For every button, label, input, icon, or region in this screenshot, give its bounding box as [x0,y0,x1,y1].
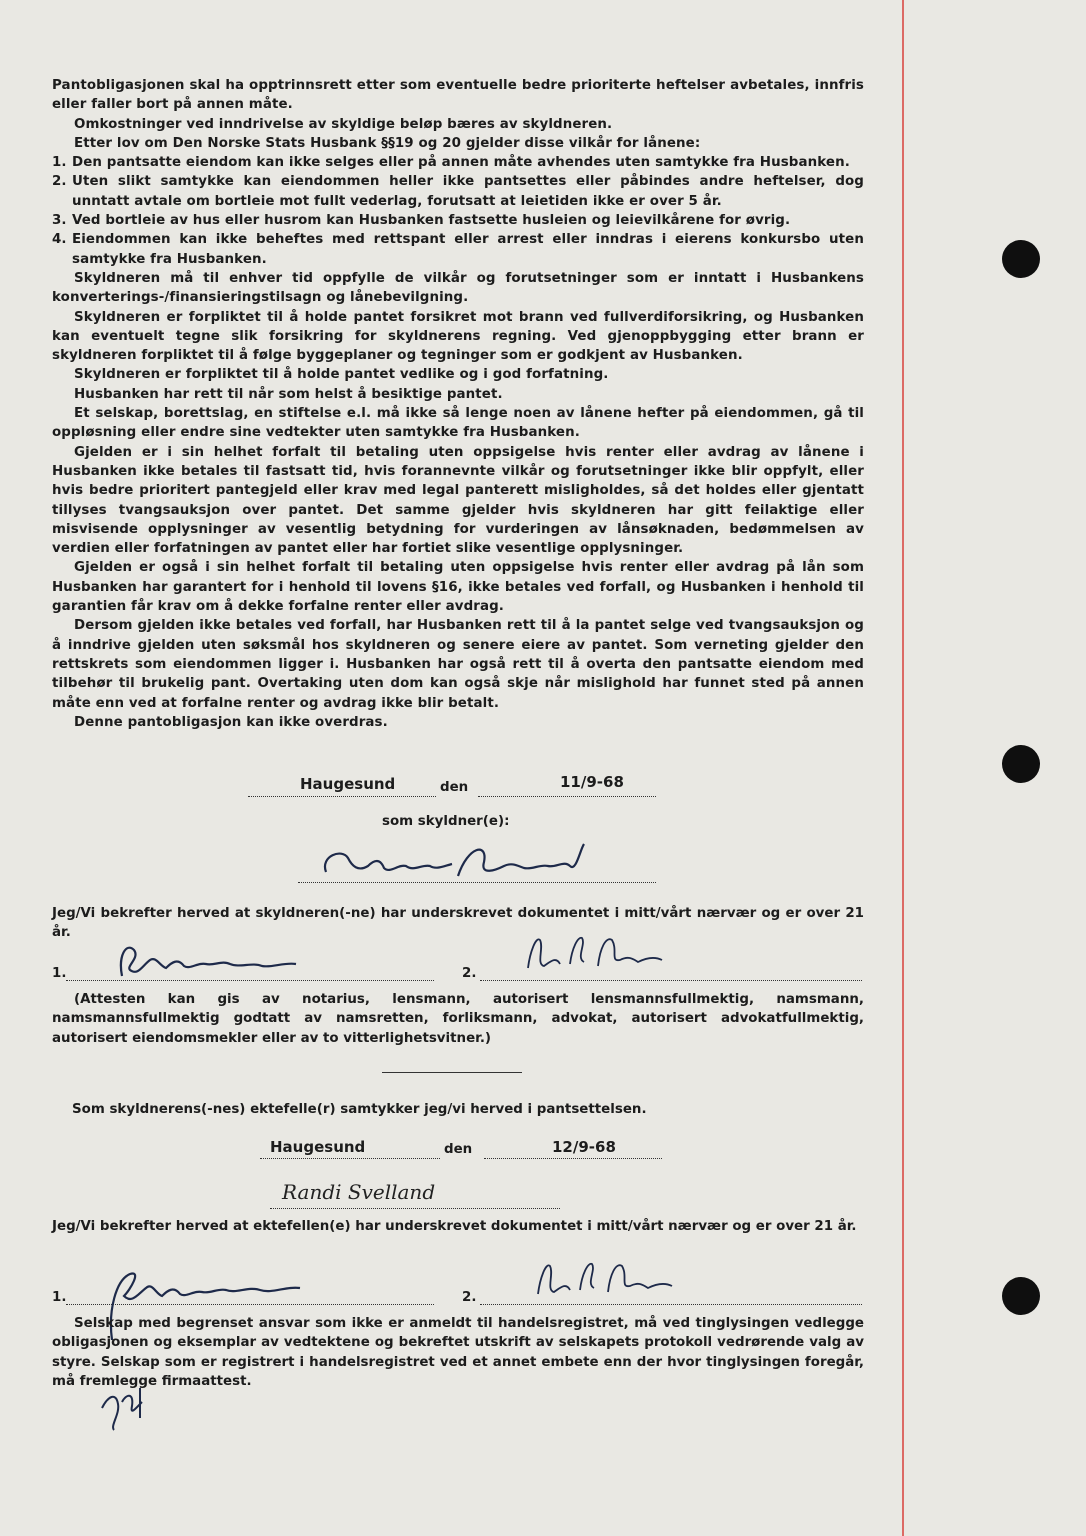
witness-number: 2. [462,966,477,981]
place-line [260,1158,440,1159]
paragraph: Etter lov om Den Norske Stats Husbank §§19 og 20 gjelder disse vilkår for lånene: [74,135,701,151]
place-field: Haugesund [270,1138,366,1156]
paragraph: Omkostninger ved inndrivelse av skyldige beløp bæres av skyldneren. [74,116,613,132]
condition-item [52,230,864,269]
witness-number: 1. [52,966,67,981]
spouse-consent-text: Som skyldnerens(-nes) ektefelle(r) samtykker jeg/vi herved i pantsettelsen. [72,1102,647,1117]
confirm-text: Jeg/Vi bekrefter herved at ektefellen(e) har underskrevet dokumentet i mitt/vårt nærvær og er over 21 år. [52,1219,857,1234]
den-label: den [440,780,469,795]
condition-text: Eiendommen kan ikke beheftes med rettspant eller arrest eller inndras i eierens konkursbo uten samtykke fra Husbanken. [72,232,864,267]
condition-number: 2. [52,174,67,190]
punch-hole-icon [1002,240,1040,278]
paragraph: Skyldneren må til enhver tid oppfylle de vilkår og forutsetninger som er inntatt i Husbankens konverterings-/finansieringstilsagn og lånebevilgning. [52,270,864,306]
paragraph: Skyldneren er forpliktet til å holde pantet vedlike og i god forfatning. [74,367,609,383]
paragraph: Gjelden er også i sin helhet forfalt til betaling uten oppsigelse hvis renter eller avdrag på lån som Husbanken har garantert for i henhold til lovens §16, ikke betales ved forfall, og Husbanken i henhold til garantien får krav om å dekke forfalne renter eller avdrag. [52,560,864,615]
terms-text [52,76,864,732]
divider [382,1072,522,1073]
date-field: 11/9-68 [560,773,624,791]
debtor-signature [318,836,598,888]
punch-hole-icon [1002,745,1040,783]
witness-line [480,980,862,981]
spouse-signature: Randi Svelland [282,1180,436,1204]
initials-mark [96,1378,156,1434]
witness-signature [530,1254,690,1306]
witness-signature [520,928,680,980]
spouse-signature-line [270,1208,560,1209]
condition-number: 3. [52,213,67,229]
paragraph: Denne pantobligasjon kan ikke overdras. [74,714,388,730]
margin-line [902,0,904,1536]
condition-item [52,153,864,172]
place-field: Haugesund [300,775,396,793]
condition-number: 1. [52,155,67,171]
place-line [248,796,436,797]
paragraph: Pantobligasjonen skal ha opptrinnsrett etter som eventuelle bedre prioriterte heftelser avbetales, innfris eller faller bort på annen måte. [52,78,864,113]
date-field: 12/9-68 [552,1138,616,1156]
witness-number: 1. [52,1290,67,1305]
date-line [478,796,656,797]
paragraph: Husbanken har rett til når som helst å besiktige pantet. [74,386,503,402]
attest-note: (Attesten kan gis av notarius, lensmann, autorisert lensmannsfullmektig, namsmann, namsmannsfullmektig godtatt av namsretten, forliksmann, advokat, autorisert advokatfullmektig, autorisert eiendomsmekler eller av to vitterlighetsvitner.) [52,992,864,1046]
confirm-text: Jeg/Vi bekrefter herved at skyldneren(-ne) har underskrevet dokumentet i mitt/vårt nærvær og er over 21 år. [52,906,864,941]
punch-hole-icon [1002,1277,1040,1315]
paragraph: Dersom gjelden ikke betales ved forfall, har Husbanken rett til å la pantet selge ved tvangsauksjon og å inndrive gjelden uten søksmål hos skyldneren og senere eiere av pantet. Som verneting gjelder den rettskrets som eiendommen ligger i. Husbanken har også rett til å overta den pantsatte eiendom med tilbehør til brukelig pant. Overtaking uten dom kan også skje når mislighold har funnet sted på annen måte enn ved at forfalne renter og avdrag ikke blir betalt. [52,618,864,711]
condition-text: Ved bortleie av hus eller husrom kan Husbanken fastsette husleien og leievilkårene for øvrig. [72,213,791,229]
paragraph: Et selskap, borettslag, en stiftelse e.l. må ikke så lenge noen av lånene hefter på eiendommen, gå til oppløsning eller endre sine vedtekter uten samtykke fra Husbanken. [52,406,864,441]
condition-text: Den pantsatte eiendom kan ikke selges eller på annen måte avhendes uten samtykke fra Husbanken. [72,155,850,171]
condition-item [52,211,864,230]
witness-number: 2. [462,1290,477,1305]
witness-signature [112,936,312,984]
debtor-label: som skyldner(e): [382,814,510,829]
condition-item [52,172,864,211]
den-label: den [444,1142,473,1157]
date-line [484,1158,662,1159]
condition-text: Uten slikt samtykke kan eiendommen heller ikke pantsettes eller påbindes andre heftelser, dog unntatt avtale om bortleie mot fullt vederlag, forutsatt at leietiden ikke er over 5 år. [72,174,864,209]
condition-number: 4. [52,232,67,248]
debtor-signature-line [298,882,656,883]
paragraph: Skyldneren er forpliktet til å holde pantet forsikret mot brann ved fullverdiforsikring, og Husbanken kan eventuelt tegne slik forsikring for skyldnerens regning. Ved gjenoppbygging etter brann er skyldneren forpliktet til å følge byggeplaner og tegninger som er godkjent av Husbanken. [52,309,864,364]
paragraph: Gjelden er i sin helhet forfalt til betaling uten oppsigelse hvis renter eller avdrag av lånene i Husbanken ikke betales til fastsatt tid, hvis forannevnte vilkår og forutsetninger ikke blir oppfylt, eller hvis bedre prioritert pantegjeld eller krav med legal panterett misligholdes, så det holdes eller gjentatt tillyses tvangsauksjon over pantet. Det samme gjelder hvis skyldneren har gitt feilaktige eller misvisende opplysninger av vesentlig betydning for vurderingen av lånsøknaden, bedømmelsen av verdien eller forfatningen av pantet eller har fortiet slike vesentlige opplysninger. [52,444,864,557]
company-note: Selskap med begrenset ansvar som ikke er anmeldt til handelsregistret, må ved tinglysingen vedlegge obligasjonen og eksemplar av vedtektene og bekreftet utskrift av selskapets protokoll vedrørende valg av styre. Selskap som er registrert i handelsregistret ved et annet embete enn der hvor tinglysingen foregår, må fremlegge firmaattest. [52,1316,864,1389]
